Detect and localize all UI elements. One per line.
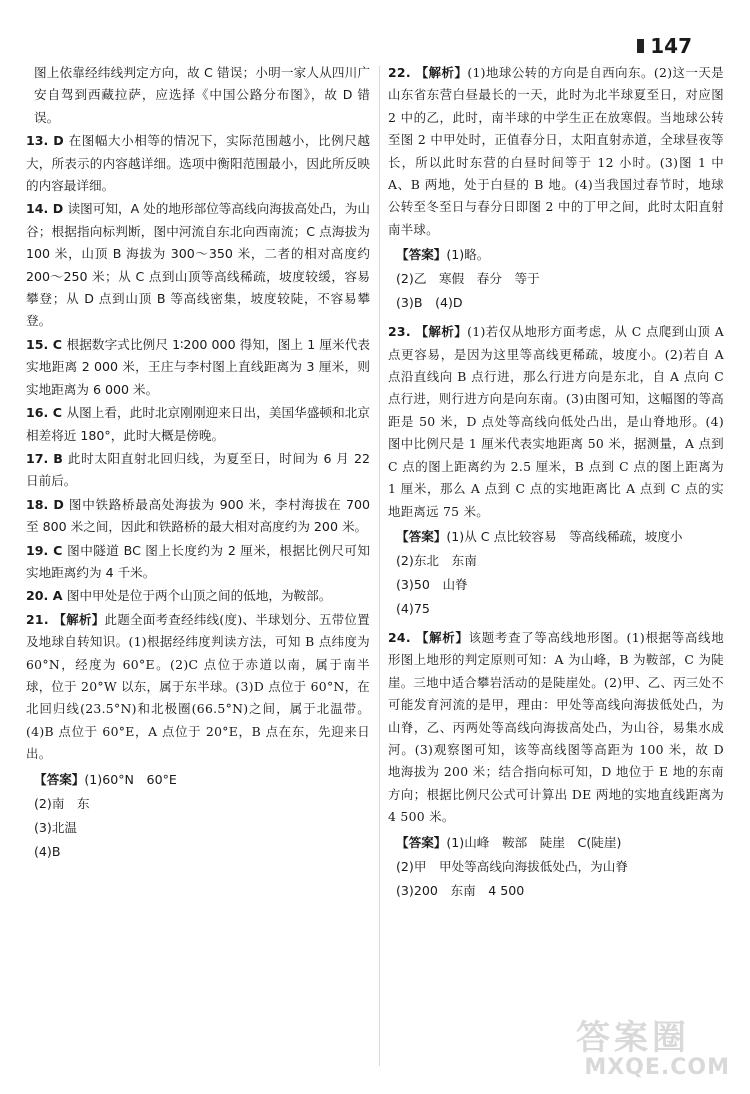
answer-num: 17. B <box>26 450 63 466</box>
answer-num: 22. <box>388 65 411 80</box>
answer-num: 19. C <box>26 542 63 558</box>
answer-text: 图中铁路桥最高处海拔为 900 米，李村海拔在 700 至 800 米之间，因此和铁路桥的最大相对高度约为 200 米。 <box>26 496 371 535</box>
answer-23-key <box>388 525 724 621</box>
answer-tag: 【答案】 <box>396 834 447 850</box>
answer-text: 读图可知，A 处的地形部位等高线向海拔高处凸，为山谷；根据指向标判断，图中河流自东北向西南流；C 点海拔为 100 米，山顶 B 海拔为 300～350 米，二者的相对高度约 200～250 米；从 C 点到山顶等高线稀疏，坡度较缓，容易攀登；从 D 点到山顶 B 等高线密集，坡度较陡，不容易攀登。 <box>26 201 370 329</box>
answer-22-key <box>388 243 724 315</box>
answer-line: (3)200 东南 4 500 <box>396 882 525 898</box>
answer-24-key <box>388 831 724 903</box>
answer-line: (1)60°N 60°E <box>84 771 177 787</box>
answer-text: 根据数字式比例尺 1∶200 000 得知，图上 1 厘米代表实地距离 2 000 米，王庄与李村图上直线距离为 3 厘米，则实地距离为 6 000 米。 <box>26 336 370 397</box>
answer-num: 16. C <box>26 405 62 421</box>
left-column <box>26 62 370 864</box>
answer-20 <box>26 585 370 607</box>
answer-21 <box>26 609 370 766</box>
answer-tag: 【答案】 <box>396 247 447 263</box>
answer-num: 24. <box>388 629 411 645</box>
answer-text: 此时太阳直射北回归线，为夏至日，时间为 6 月 22 日前后。 <box>26 450 370 489</box>
answer-21-key <box>26 768 370 864</box>
answer-line: (3)B (4)D <box>396 295 463 311</box>
answer-line: (2)南 东 <box>34 795 90 811</box>
answer-24 <box>388 627 724 829</box>
answer-text: 图中甲处是位于两个山顶之间的低地，为鞍部。 <box>66 588 332 604</box>
answer-19 <box>26 540 370 585</box>
answer-num: 20. A <box>26 588 63 604</box>
right-column <box>388 62 724 903</box>
answer-18 <box>26 494 370 539</box>
column-divider <box>379 66 380 1066</box>
answer-line: (1)山峰 鞍部 陡崖 C(陡崖) <box>446 834 622 850</box>
answer-13 <box>26 130 370 197</box>
answer-line: (3)北温 <box>34 819 78 835</box>
answer-text: 在图幅大小相等的情况下，实际范围越小，比例尺越大，所表示的内容越详细。选项中衡阳范围最小，因此所反映的内容最详细。 <box>26 133 370 194</box>
answer-line: (2)东北 东南 <box>396 552 477 568</box>
answer-line: (3)50 山脊 <box>396 576 468 592</box>
answer-num: 13. D <box>26 133 64 149</box>
answer-line: (4)75 <box>396 600 430 616</box>
watermark-line1: 答案圈 <box>576 1018 690 1058</box>
answer-text: 从图上看，此时北京刚刚迎来日出，美国华盛顿和北京相差将近 180°，此时大概是傍晚。 <box>26 405 371 443</box>
watermark-line2: MXQE.COM <box>584 1055 730 1080</box>
answer-num: 14. D <box>26 201 64 217</box>
answer-line: (4)B <box>34 843 61 859</box>
analysis-tag: 【解析】 <box>415 324 468 340</box>
page-number <box>637 34 692 58</box>
answer-line: (2)甲 甲处等高线向海拔低处凸，为山脊 <box>396 858 628 874</box>
analysis-text: (1)若仅从地形方面考虑，从 C 点爬到山顶 A 点更容易，是因为这里等高线更稀疏，坡度小。(2)若自 A 点沿直线向 B 点行进，那么行进方向是东北，自 A 点向 C 点行进，则行进方向是向东南。(3)由图可知，这幅图的等高距是 50 米，D 点处等高线向低处凸出，是山脊地形。(4)图中比例尺是 1 厘米代表实地距离 50 米，据测量，A 点到 C 点的图上距离约为 2.5 厘米，B 点到 C 点的图上距离为 1 厘米，那么 A 点到 C 点的实地距离比 A 点到 C 点的实地距离远 75 米。 <box>388 324 724 519</box>
page-number-text: 147 <box>650 34 692 58</box>
answer-num: 15. C <box>26 336 63 352</box>
answer-num: 21. <box>26 611 49 627</box>
page-marker-icon <box>637 39 644 53</box>
analysis-tag: 【解析】 <box>53 611 105 627</box>
answer-14 <box>26 198 370 332</box>
analysis-text: 该题考查了等高线地形图。(1)根据等高线地形图上地形的判定原则可知：A 为山峰，B 为鞍部，C 为陡崖。三地中适合攀岩活动的是陡崖处。(2)甲、乙、丙三处不可能发育河流的是甲，理由：甲处等高线向海拔低处凸，为山脊，乙、丙两处等高线向海拔高处凸，为山谷，易集水成河。(3)观察图可知，该等高线图等高距为 100 米，故 D 地海拔为 200 米；结合指向标可知，D 地位于 E 地的东南方向；根据比例尺公式可计算出 DE 两地的实地直线距离为 4 500 米。 <box>388 629 724 825</box>
watermark-logo <box>530 1010 730 1080</box>
answer-15 <box>26 334 370 401</box>
answer-line: (1)从 C 点比较容易 等高线稀疏，坡度小 <box>446 528 683 544</box>
analysis-text: (1)地球公转的方向是自西向东。(2)这一天是山东省东营白昼最长的一天，此时为北半球夏至日，对应图 2 中的乙，此时，南半球的中学生正在放寒假。当地球公转至图 2 中甲处时，正值春分日，太阳直射赤道，全球昼夜等长，所以此时东营的白昼时间等于 12 小时。(3)图 1 中 A、B 两地，处于白昼的 B 地。(4)当我国过春节时，地球公转至冬至日与春分日即图 2 中的丁甲之间，此时太阳直射南半球。 <box>388 65 724 237</box>
answer-line: (2)乙 寒假 春分 等于 <box>396 271 540 287</box>
answer-23 <box>388 321 724 523</box>
q12-continuation: 图上依靠经纬线判定方向，故 C 错误；小明一家人从四川广安自驾到西藏拉萨，应选择《中国公路分布图》，故 D 错误。 <box>34 65 370 125</box>
answer-text: 图中隧道 BC 图上长度约为 2 厘米，根据比例尺可知实地距离约为 4 千米。 <box>26 542 370 580</box>
answer-line: (1)略。 <box>446 247 490 263</box>
analysis-tag: 【解析】 <box>415 629 469 645</box>
answer-22 <box>388 62 724 241</box>
answer-17 <box>26 448 370 493</box>
answer-16 <box>26 402 370 447</box>
analysis-tag: 【解析】 <box>415 65 468 80</box>
answer-num: 18. D <box>26 496 64 512</box>
answer-num: 23. <box>388 324 411 340</box>
analysis-text: 此题全面考查经纬线(度)、半球划分、五带位置及地球自转知识。(1)根据经纬度判读方法，可知 B 点纬度为 60°N，经度为 60°E。(2)C 点位于赤道以南，属于南半球，位于 20°W 以东，属于东半球。(3)D 点位于 60°N，在北回归线(23.5°N)和北极圈(66.5°N)之间，属于北温带。(4)B 点位于 60°E，A 点位于 20°E，B 点在东，先迎来日出。 <box>26 611 370 762</box>
answer-tag: 【答案】 <box>396 528 447 544</box>
answer-tag: 【答案】 <box>34 771 85 787</box>
